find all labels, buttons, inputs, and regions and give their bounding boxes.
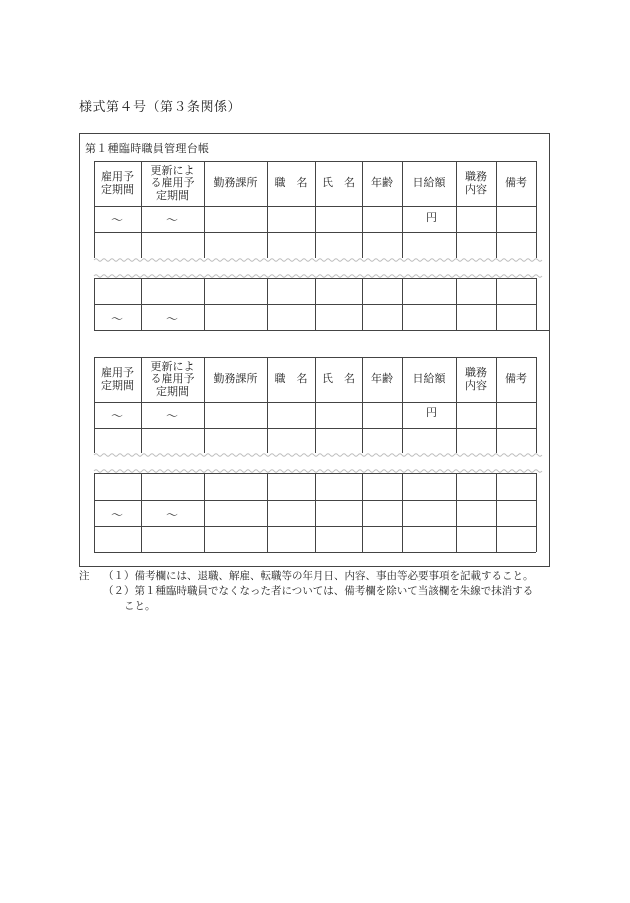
table1-header-cell: 更新によ る雇用予 定期間 bbox=[150, 163, 195, 202]
period-tilde: ～ bbox=[111, 213, 124, 227]
renewal-period-tilde: ～ bbox=[166, 409, 179, 423]
table2-col-line bbox=[141, 473, 142, 552]
table1-col-line bbox=[204, 161, 205, 258]
table2-header-cell: 職務 内容 bbox=[465, 365, 487, 392]
table1-col-line bbox=[267, 161, 268, 258]
table1-header-cell: 雇用予 定期間 bbox=[101, 169, 134, 196]
renewal-period-tilde: ～ bbox=[166, 312, 179, 326]
yen-unit: 円 bbox=[426, 211, 437, 224]
table1-col-line bbox=[402, 278, 403, 330]
table1-col-line bbox=[496, 278, 497, 330]
table2-col-line bbox=[536, 473, 537, 552]
table2-col-line bbox=[204, 357, 205, 453]
table2-header-cell: 雇用予 定期間 bbox=[101, 365, 134, 392]
table2-col-line bbox=[362, 473, 363, 552]
table2-col-line bbox=[315, 357, 316, 453]
table2-col-line bbox=[315, 473, 316, 552]
table2-col-line bbox=[267, 473, 268, 552]
table1-bottom-extension bbox=[536, 330, 550, 331]
note-item-1: （１）備考欄には、退職、解雇、転職等の年月日、内容、事由等必要事項を記載すること。 bbox=[103, 570, 534, 582]
renewal-period-tilde: ～ bbox=[166, 508, 179, 522]
notes-label: 注 bbox=[79, 570, 90, 582]
table2-col-line bbox=[94, 357, 95, 453]
period-tilde: ～ bbox=[111, 312, 124, 326]
table2-col-line bbox=[402, 473, 403, 552]
period-tilde: ～ bbox=[111, 508, 124, 522]
table2-header-cell: 日給額 bbox=[412, 372, 446, 386]
table-break-mark-1 bbox=[94, 250, 536, 280]
table2-col-line bbox=[402, 357, 403, 453]
table1-header-cell: 日給額 bbox=[412, 176, 446, 190]
ledger-title: 第１種臨時職員管理台帳 bbox=[85, 142, 210, 155]
table2-header-cell: 職 名 bbox=[274, 372, 308, 386]
table2-col-line bbox=[141, 357, 142, 453]
form-title: 様式第４号（第３条関係） bbox=[79, 100, 242, 115]
table1-col-line bbox=[94, 161, 95, 258]
table2-col-line bbox=[204, 473, 205, 552]
table1-col-line bbox=[456, 278, 457, 330]
table2-col-line bbox=[496, 357, 497, 453]
table1-col-line bbox=[141, 161, 142, 258]
table2-header-cell: 備考 bbox=[505, 372, 527, 386]
table1-col-line bbox=[204, 278, 205, 330]
table1-col-line bbox=[536, 161, 537, 258]
yen-unit: 円 bbox=[426, 406, 437, 419]
table1-header-cell: 年齢 bbox=[371, 176, 393, 190]
table-break-mark-2 bbox=[94, 445, 536, 475]
note-item-2-continued: こと。 bbox=[124, 600, 156, 612]
table1-col-line bbox=[402, 161, 403, 258]
table1-row-line bbox=[94, 330, 536, 331]
table1-header-cell: 備考 bbox=[505, 176, 527, 190]
table2-col-line bbox=[456, 357, 457, 453]
table1-col-line bbox=[456, 161, 457, 258]
table1-col-line bbox=[94, 278, 95, 330]
table1-col-line bbox=[496, 161, 497, 258]
table1-header-cell: 職務 内容 bbox=[465, 169, 487, 196]
table1-header-cell: 氏 名 bbox=[322, 176, 355, 190]
table2-header-cell: 氏 名 bbox=[322, 372, 355, 386]
table2-row-line bbox=[94, 552, 536, 553]
table2-col-line bbox=[496, 473, 497, 552]
table2-header-cell: 更新によ る雇用予 定期間 bbox=[150, 359, 195, 398]
period-tilde: ～ bbox=[111, 409, 124, 423]
table1-header-cell: 勤務課所 bbox=[213, 176, 258, 190]
table1-col-line bbox=[536, 278, 537, 330]
table1-col-line bbox=[362, 161, 363, 258]
table1-header-cell: 職 名 bbox=[274, 176, 308, 190]
table2-col-line bbox=[267, 357, 268, 453]
renewal-period-tilde: ～ bbox=[166, 213, 179, 227]
table1-col-line bbox=[267, 278, 268, 330]
table2-col-line bbox=[362, 357, 363, 453]
table1-col-line bbox=[141, 278, 142, 330]
table2-col-line bbox=[456, 473, 457, 552]
table2-header-cell: 年齢 bbox=[371, 372, 393, 386]
table1-col-line bbox=[315, 161, 316, 258]
table2-header-cell: 勤務課所 bbox=[213, 372, 258, 386]
table1-col-line bbox=[362, 278, 363, 330]
table1-col-line bbox=[315, 278, 316, 330]
table2-col-line bbox=[94, 473, 95, 552]
note-item-2: （２）第１種臨時職員でなくなった者については、備考欄を除いて当該欄を朱線で抹消する bbox=[103, 585, 534, 597]
table2-col-line bbox=[536, 357, 537, 453]
